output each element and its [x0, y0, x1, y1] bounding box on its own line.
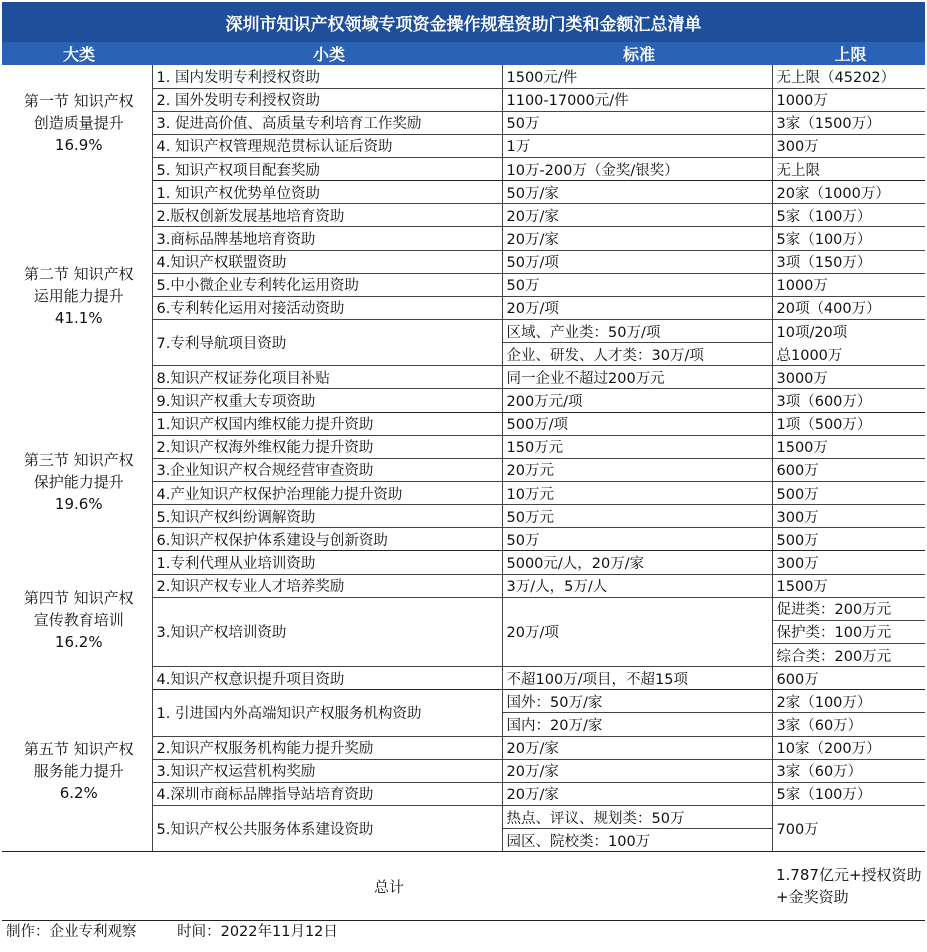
- category-cell: 第五节 知识产权 服务能力提升 6.2%: [2, 690, 152, 852]
- table-row: 4. 知识产权管理规范贯标认证后资助 1万 300万: [2, 134, 925, 157]
- table-row: 第二节 知识产权 运用能力提升 41.1% 1. 知识产权优势单位资助 50万/家 20家（1000万）: [2, 181, 925, 204]
- table-row: 3.企业知识产权合规经营审查资助 20万元 600万: [2, 458, 925, 481]
- table-row: 6.知识产权保护体系建设与创新资助 50万 500万: [2, 528, 925, 551]
- header-category: 大类: [2, 42, 152, 65]
- footer-maker: 制作：企业专利观察: [6, 924, 137, 940]
- table-row: 园区、院校类：100万: [2, 829, 925, 852]
- header-subcategory: 小类: [152, 42, 502, 65]
- category-cell: 第三节 知识产权 保护能力提升 19.6%: [2, 412, 152, 551]
- table-row: 4.产业知识产权保护治理能力提升资助 10万元 500万: [2, 482, 925, 505]
- table-row: 4.知识产权意识提升项目资助 不超100万/项目，不超15项 600万: [2, 667, 925, 690]
- table-row: 第四节 知识产权 宣传教育培训 16.2% 1.专利代理从业培训资助 5000元/人，20万/家 300万: [2, 551, 925, 574]
- header-standard: 标准: [502, 42, 772, 65]
- table-row: 2.知识产权专业人才培养奖励 3万/人，5万/人 1500万: [2, 574, 925, 597]
- funding-table: [2, 42, 925, 921]
- table-row: 综合类：200万元: [2, 644, 925, 667]
- table-row: 6.专利转化运用对接活动资助 20万/项 20项（400万）: [2, 296, 925, 319]
- table-row: 2. 国外发明专利授权资助 1100-17000元/件 1000万: [2, 88, 925, 111]
- table-row: 2.知识产权服务机构能力提升奖励 20万/家 10家（200万）: [2, 736, 925, 759]
- header-limit: 上限: [772, 42, 925, 65]
- header-row: [2, 42, 925, 65]
- table-title: 深圳市知识产权领域专项资金操作规程资助门类和金额汇总清单: [2, 2, 925, 42]
- table-row: 5.中小微企业专利转化运用资助 50万 1000万: [2, 273, 925, 296]
- table-row: 2.知识产权海外维权能力提升资助 150万元 1500万: [2, 435, 925, 458]
- total-label: 总计: [2, 852, 772, 921]
- table-row: 4.深圳市商标品牌指导站培育资助 20万/家 5家（100万）: [2, 782, 925, 805]
- category-cell: 第四节 知识产权 宣传教育培训 16.2%: [2, 551, 152, 690]
- table-row: 企业、研发、人才类：30万/项 总1000万: [2, 343, 925, 366]
- table-row: 3.商标品牌基地培育资助 20万/家 5家（100万）: [2, 227, 925, 250]
- table-row: 第三节 知识产权 保护能力提升 19.6% 1.知识产权国内维权能力提升资助 500万/项 1项（500万）: [2, 412, 925, 435]
- footer-time: 时间：2022年11月12日: [177, 924, 338, 940]
- table-row: 7.专利导航项目资助 区域、产业类：50万/项 10项/20项: [2, 320, 925, 343]
- table-row: 4.知识产权联盟资助 50万/项 3项（150万）: [2, 250, 925, 273]
- table-row: 2.版权创新发展基地培育资助 20万/家 5家（100万）: [2, 204, 925, 227]
- table-row: 5.知识产权公共服务体系建设资助 热点、评议、规划类：50万 700万: [2, 806, 925, 829]
- table-row: 3.知识产权培训资助 20万/项 促进类：200万元: [2, 597, 925, 620]
- category-cell: 第二节 知识产权 运用能力提升 41.1%: [2, 181, 152, 412]
- table-row: 国内：20万/家 3家（60万）: [2, 713, 925, 736]
- table-row: 3.知识产权运营机构奖励 20万/家 3家（60万）: [2, 759, 925, 782]
- category-cell: 第一节 知识产权 创造质量提升 16.9%: [2, 65, 152, 181]
- table-row: 3. 促进高价值、高质量专利培育工作奖励 50万 3家（1500万）: [2, 111, 925, 134]
- total-value: 1.787亿元+授权资助+金奖资助: [772, 852, 925, 921]
- table-row: 第一节 知识产权 创造质量提升 16.9% 1. 国内发明专利授权资助 1500元/件 无上限（45202）: [2, 65, 925, 88]
- table-row: 5.知识产权纠纷调解资助 50万元 300万: [2, 505, 925, 528]
- total-row: [2, 852, 925, 921]
- table-row: 第五节 知识产权 服务能力提升 6.2% 1. 引进国内外高端知识产权服务机构资助 国外：50万/家 2家（100万）: [2, 690, 925, 713]
- footer: [6, 920, 374, 941]
- table-row: 8.知识产权证券化项目补贴 同一企业不超过200万元 3000万: [2, 366, 925, 389]
- table-row: 9.知识产权重大专项资助 200万元/项 3项（600万）: [2, 389, 925, 412]
- table-row: 5. 知识产权项目配套奖励 10万-200万（金奖/银奖） 无上限: [2, 158, 925, 181]
- table-row: 保护类：100万元: [2, 620, 925, 643]
